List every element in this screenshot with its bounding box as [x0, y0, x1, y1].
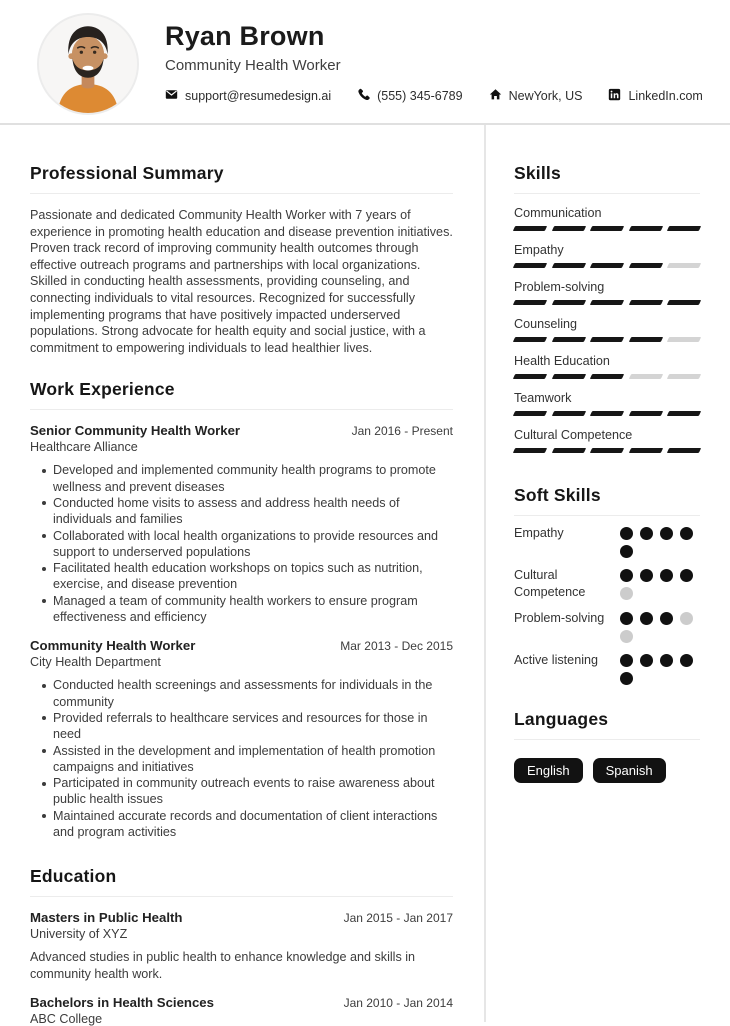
rating-dot-filled — [660, 569, 673, 582]
skill-segment-filled — [551, 411, 585, 416]
skill-segment-filled — [513, 263, 547, 268]
rating-dot-filled — [680, 527, 693, 540]
skill-segment-filled — [513, 337, 547, 342]
skill-segment-filled — [513, 411, 547, 416]
avatar-illustration — [39, 15, 137, 113]
job-bullet: Collaborated with local health organizations to provide resources and support to underserved populations — [42, 528, 453, 561]
job-company: Healthcare Alliance — [30, 440, 138, 455]
job-bullet: Facilitated health education workshops on topics such as nutrition, exercise, and disease prevention — [42, 560, 453, 593]
rating-dot-filled — [660, 527, 673, 540]
job-entry — [30, 423, 453, 625]
rating-dot-empty — [680, 612, 693, 625]
job-bullet: Developed and implemented community health programs to promote wellness and prevent diseases — [42, 462, 453, 495]
rating-dot-empty — [620, 630, 633, 643]
resume-body — [0, 125, 730, 1026]
job-list — [30, 423, 453, 840]
job-bullet-list — [30, 462, 453, 625]
job-bullet: Assisted in the development and implementation of health promotion campaigns and initiatives — [42, 743, 453, 776]
skill-segment-empty — [629, 374, 663, 379]
skill-segment-filled — [590, 411, 624, 416]
job-title: Senior Community Health Worker — [30, 423, 241, 439]
skill-segment-filled — [629, 448, 663, 453]
section-education — [30, 866, 453, 1026]
contact-item-linkedin — [608, 88, 702, 104]
skill-segment-filled — [667, 226, 701, 231]
education-dates: Jan 2015 - Jan 2017 — [343, 911, 453, 926]
job-bullet: Participated in community outreach events to raise awareness about public health issues — [42, 775, 453, 808]
job-bullet: Conducted health screenings and assessments for individuals in the community — [42, 677, 453, 710]
skill-segment-filled — [629, 300, 663, 305]
skill-bar — [514, 411, 700, 416]
skill-segment-filled — [513, 374, 547, 379]
skill-segment-filled — [590, 337, 624, 342]
soft-skill-row — [514, 610, 700, 643]
skill-segment-filled — [629, 226, 663, 231]
skill-segment-filled — [551, 300, 585, 305]
skill-label: Problem-solving — [514, 280, 605, 294]
skill-segment-filled — [590, 300, 624, 305]
education-dates: Jan 2010 - Jan 2014 — [343, 996, 453, 1011]
skill-row — [514, 280, 700, 305]
skill-row — [514, 354, 700, 379]
job-bullet: Managed a team of community health workers to ensure program effectiveness and efficiency — [42, 593, 453, 626]
candidate-name: Ryan Brown — [165, 21, 325, 51]
skill-segment-empty — [667, 337, 701, 342]
skill-label: Teamwork — [514, 391, 572, 405]
skill-row — [514, 317, 700, 342]
skill-bar — [514, 226, 700, 231]
phone-icon — [357, 88, 370, 104]
languages-heading: Languages — [514, 709, 700, 740]
skill-segment-empty — [667, 374, 701, 379]
job-title: Community Health Worker — [30, 638, 196, 654]
education-description: Advanced studies in public health to enhance knowledge and skills in community health work. — [30, 950, 416, 981]
soft-skill-dots — [620, 525, 700, 558]
skill-row — [514, 428, 700, 453]
education-degree: Bachelors in Health Sciences — [30, 995, 214, 1011]
rating-dot-filled — [620, 545, 633, 558]
education-school: University of XYZ — [30, 927, 128, 942]
skill-segment-filled — [667, 411, 701, 416]
rating-dot-filled — [640, 612, 653, 625]
skill-segment-filled — [551, 226, 585, 231]
soft-skills-heading: Soft Skills — [514, 485, 700, 516]
rating-dot-filled — [680, 654, 693, 667]
job-company: City Health Department — [30, 655, 161, 670]
contact-item-phone — [357, 88, 462, 104]
skill-label: Counseling — [514, 317, 578, 331]
soft-skill-dots — [620, 567, 700, 601]
skill-bar — [514, 300, 700, 305]
soft-skill-dots — [620, 610, 700, 643]
education-heading: Education — [30, 866, 453, 897]
section-professional-summary — [30, 163, 453, 356]
job-bullet-list — [30, 677, 453, 840]
skill-segment-filled — [629, 263, 663, 268]
skill-segment-filled — [551, 263, 585, 268]
skill-segment-filled — [513, 300, 547, 305]
education-degree: Masters in Public Health — [30, 910, 183, 926]
rating-dot-filled — [620, 672, 633, 685]
rating-dot-filled — [660, 612, 673, 625]
home-icon — [489, 88, 502, 104]
section-soft-skills — [514, 485, 700, 685]
job-entry — [30, 638, 453, 840]
rating-dot-filled — [620, 612, 633, 625]
soft-skill-dots — [620, 652, 700, 685]
language-badge: English — [514, 758, 583, 783]
skill-segment-filled — [629, 411, 663, 416]
skill-segment-filled — [590, 448, 624, 453]
skill-segment-filled — [667, 300, 701, 305]
soft-skill-row — [514, 652, 700, 685]
rating-dot-filled — [640, 569, 653, 582]
soft-skill-label: Problem-solving — [514, 611, 605, 625]
job-dates: Jan 2016 - Present — [351, 424, 453, 439]
job-bullet: Conducted home visits to assess and address health needs of individuals and families — [42, 495, 453, 528]
work-experience-heading: Work Experience — [30, 379, 453, 410]
contact-item-envelope — [165, 88, 331, 104]
skill-row — [514, 243, 700, 268]
soft-skill-row — [514, 567, 700, 601]
contact-text: support@resumedesign.ai — [185, 88, 332, 103]
education-list — [30, 910, 453, 1026]
envelope-icon — [165, 88, 178, 104]
language-badge: Spanish — [593, 758, 666, 783]
rating-dot-filled — [640, 527, 653, 540]
education-school: ABC College — [30, 1012, 103, 1026]
soft-skill-label: Empathy — [514, 526, 564, 540]
skill-bar — [514, 263, 700, 268]
job-header — [30, 423, 453, 438]
soft-skills-list — [514, 525, 700, 685]
contact-text: NewYork, US — [508, 88, 583, 103]
contact-text: (555) 345-6789 — [377, 88, 463, 103]
rating-dot-filled — [680, 569, 693, 582]
section-languages — [514, 709, 700, 783]
skill-segment-filled — [590, 263, 624, 268]
skill-bar — [514, 374, 700, 379]
rating-dot-filled — [660, 654, 673, 667]
rating-dot-empty — [620, 587, 633, 600]
education-header — [30, 995, 453, 1010]
header-text-block — [165, 22, 710, 104]
education-entry — [30, 995, 453, 1026]
rating-dot-filled — [620, 527, 633, 540]
linkedin-icon — [608, 88, 621, 104]
contact-text: LinkedIn.com — [628, 88, 703, 103]
sidebar-column — [486, 125, 730, 1022]
skill-segment-filled — [629, 337, 663, 342]
job-header — [30, 638, 453, 653]
job-bullet: Provided referrals to healthcare services and resources for those in need — [42, 710, 453, 743]
summary-heading: Professional Summary — [30, 163, 453, 194]
job-bullet: Maintained accurate records and documentation of client interactions and program activities — [42, 808, 453, 841]
section-skills — [514, 163, 700, 453]
skill-segment-filled — [513, 226, 547, 231]
skills-list — [514, 206, 700, 453]
candidate-job-title: Community Health Worker — [165, 56, 341, 74]
skill-label: Communication — [514, 206, 602, 220]
soft-skill-row — [514, 525, 700, 558]
soft-skill-label: Active listening — [514, 653, 598, 667]
skill-row — [514, 391, 700, 416]
skill-label: Cultural Competence — [514, 428, 633, 442]
skill-segment-filled — [513, 448, 547, 453]
summary-text: Passionate and dedicated Community Health Worker with 7 years of experience in promoting health education and disease prevention initiatives. Proven track record of improving community health outcomes through effective outreach programs and partnerships with local organizations. Skilled in conducting health assessments, providing counseling, and connecting individuals to vital resources. Recognized for successfully implementing programs that have positively impacted underserved populations. Strong advocate for health equity and social justice, with a commitment to empowering individuals to lead healthier lives. — [30, 208, 453, 355]
education-entry — [30, 910, 453, 982]
education-header — [30, 910, 453, 925]
job-dates: Mar 2013 - Dec 2015 — [340, 639, 453, 654]
skill-label: Health Education — [514, 354, 610, 368]
contact-item-home — [489, 88, 583, 104]
rating-dot-filled — [620, 654, 633, 667]
skill-row — [514, 206, 700, 231]
skill-bar — [514, 448, 700, 453]
skill-segment-filled — [551, 448, 585, 453]
resume-header — [0, 0, 730, 125]
skill-segment-filled — [551, 337, 585, 342]
contact-row — [165, 88, 710, 104]
skills-heading: Skills — [514, 163, 700, 194]
soft-skill-label: Cultural Competence — [514, 568, 586, 599]
main-column — [0, 125, 486, 1026]
rating-dot-filled — [640, 654, 653, 667]
skill-label: Empathy — [514, 243, 564, 257]
skill-segment-filled — [667, 448, 701, 453]
skill-bar — [514, 337, 700, 342]
profile-photo — [39, 15, 137, 113]
language-badges — [514, 758, 700, 783]
skill-segment-filled — [590, 226, 624, 231]
skill-segment-empty — [667, 263, 701, 268]
section-work-experience — [30, 379, 453, 840]
skill-segment-filled — [590, 374, 624, 379]
rating-dot-filled — [620, 569, 633, 582]
skill-segment-filled — [551, 374, 585, 379]
